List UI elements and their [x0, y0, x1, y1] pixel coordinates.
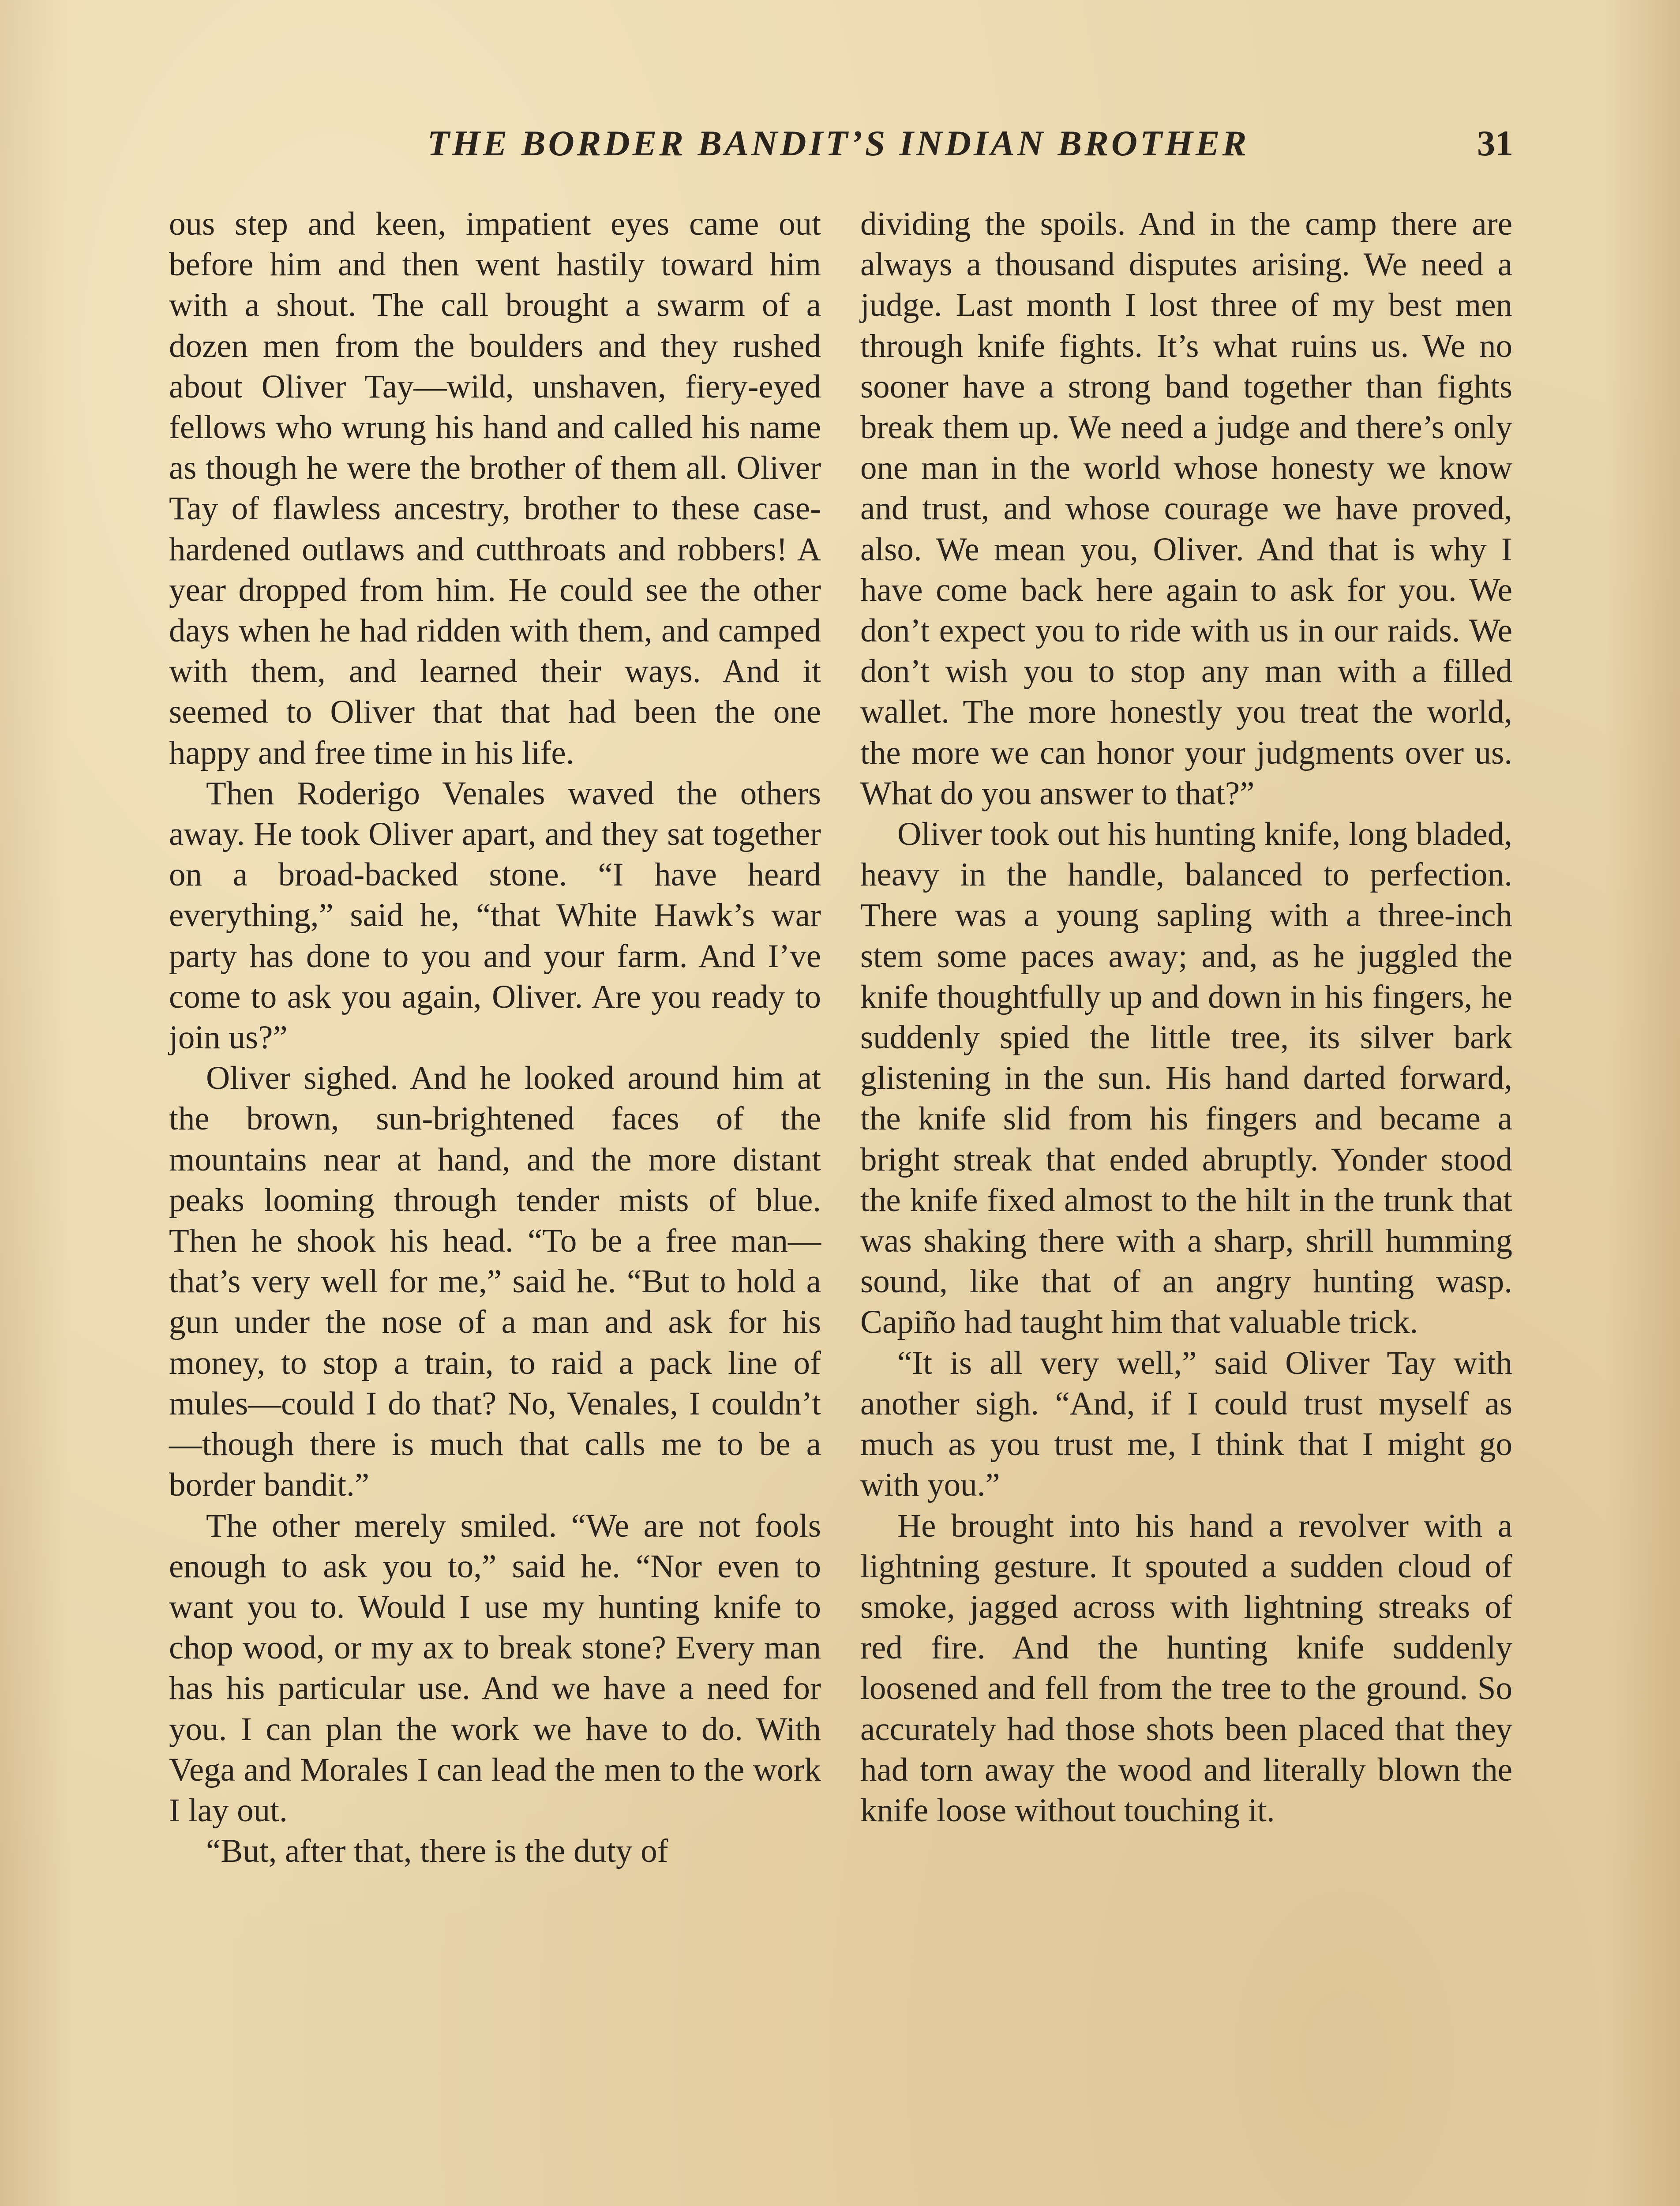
right-text-column [860, 204, 1512, 1831]
paragraph: Oliver took out his hunting knife, long bladed, heavy in the handle, balanced to perfection. There was a young sapling with a three-inch stem some paces away; and, as he juggled the knife thoughtfully up and down in his fingers, he suddenly spied the little tree, its silver bark glistening in the sun. His hand darted forward, the knife slid from his fingers and became a bright streak that ended abruptly. Yonder stood the knife fixed almost to the hilt in the trunk that was shaking there with a sharp, shrill humming sound, like that of an angry hunting wasp. Capiño had taught him that valuable trick. [860, 816, 1512, 1341]
page-number: 31 [1477, 123, 1513, 163]
running-title: THE BORDER BANDIT’S INDIAN BROTHER [427, 123, 1249, 163]
paragraph: ous step and keen, impatient eyes came out before him and then went hastily toward him with a shout. The call brought a swarm of a dozen men from the boulders and they rushed about Oliver Tay—wild, unshaven, fiery-eyed fellows who wrung his hand and called his name as though he were the brother of them all. Oliver Tay of flawless ancestry, brother to these case-hardened outlaws and cutthroats and robbers! A year dropped from him. He could see the other days when he had ridden with them, and camped with them, and learned their ways. And it seemed to Oliver that that had been the one happy and free time in his life. [169, 206, 821, 771]
paragraph: Then Roderigo Venales waved the others away. He took Oliver apart, and they sat together on a broad-backed stone. “I have heard everything,” said he, “that White Hawk’s war party has done to you and your farm. And I’ve come to ask you again, Oliver. Are you ready to join us?” [169, 775, 821, 1056]
paragraph: The other merely smiled. “We are not fools enough to ask you to,” said he. “Nor even to want you to. Would I use my hunting knife to chop wood, or my ax to break stone? Every man has his particular use. And we have a need for you. I can plan the work we have to do. With Vega and Morales I can lead the men to the work I lay out. [169, 1507, 821, 1829]
paragraph: He brought into his hand a revolver with a lightning gesture. It spouted a sudden cloud of smoke, jagged across with lightning streaks of red fire. And the hunting knife suddenly loosened and fell from the tree to the ground. So accurately had those shots been placed that they had torn away the wood and literally blown the knife loose without touching it. [860, 1507, 1512, 1829]
paragraph: “It is all very well,” said Oliver Tay with another sigh. “And, if I could trust myself as much as you trust me, I think that I might go with you.” [860, 1344, 1512, 1504]
page-header [0, 119, 1680, 168]
left-text-column [169, 204, 821, 1872]
paragraph: dividing the spoils. And in the camp there are always a thousand disputes arising. We need a judge. Last month I lost three of my best men through knife fights. It’s what ruins us. We no sooner have a strong band together than fights break them up. We need a judge and there’s only one man in the world whose honesty we know and trust, and whose courage we have proved, also. We mean you, Oliver. And that is why I have come back here again to ask for you. We don’t expect you to ride with us in our raids. We don’t wish you to stop any man with a filled wallet. The more honestly you treat the world, the more we can honor your judgments over us. What do you answer to that?” [860, 206, 1512, 812]
paragraph: “But, after that, there is the duty of [206, 1833, 668, 1870]
paragraph: Oliver sighed. And he looked around him at the brown, sun-brightened faces of the mountains near at hand, and the more distant peaks looming through tender mists of blue. Then he shook his head. “To be a free man—that’s very well for me,” said he. “But to hold a gun under the nose of a man and ask for his money, to stop a train, to raid a pack line of mules—could I do that? No, Venales, I couldn’t—though there is much that calls me to be a border bandit.” [169, 1060, 821, 1504]
